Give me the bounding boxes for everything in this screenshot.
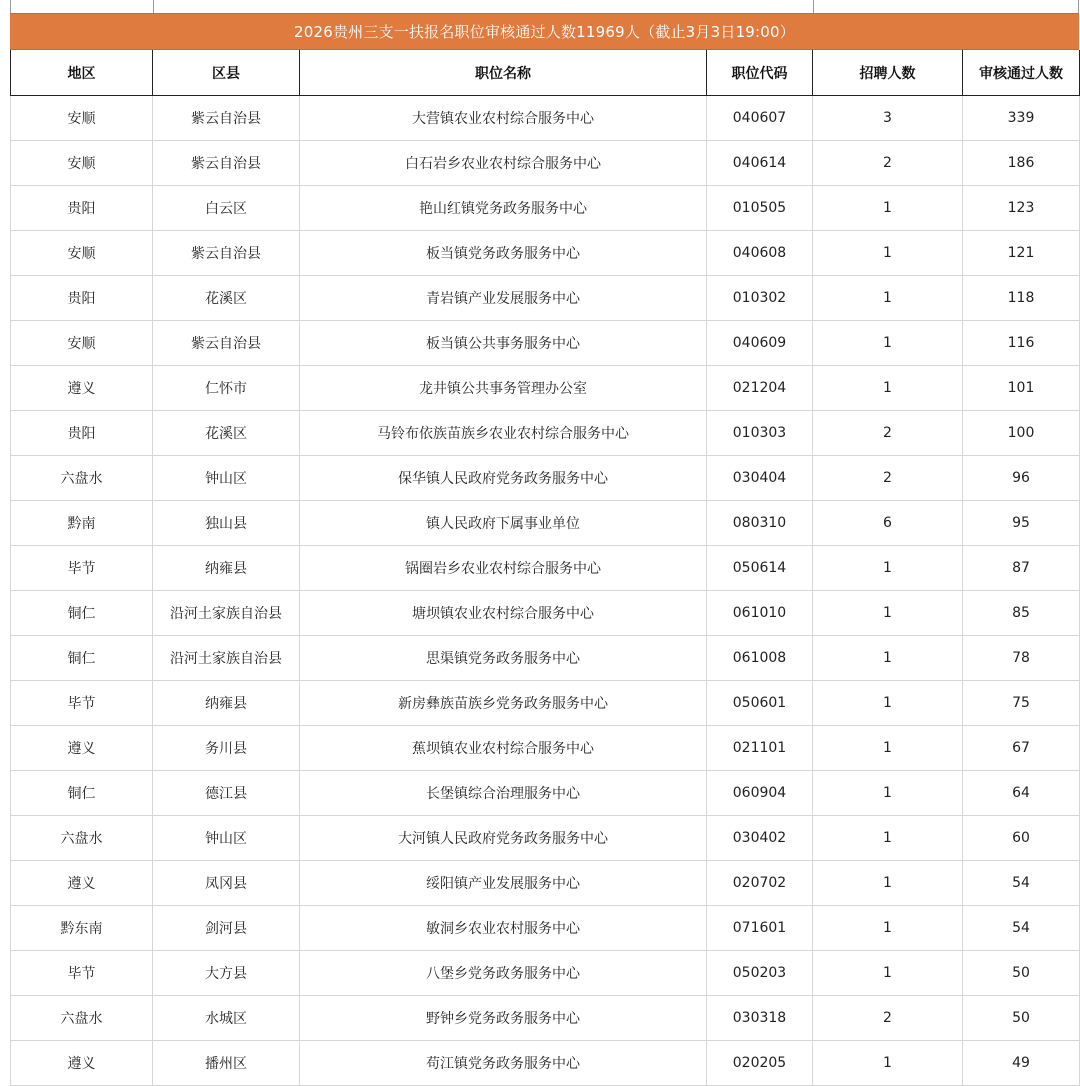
- cell-county: 钟山区: [153, 456, 300, 501]
- cell-position-name: 大营镇农业农村综合服务中心: [300, 96, 707, 141]
- cell-hiring-count: 1: [813, 771, 963, 816]
- cell-approved-count: 60: [963, 816, 1080, 861]
- cell-position-code: 021101: [707, 726, 813, 771]
- cell-position-name: 野钟乡党务政务服务中心: [300, 996, 707, 1041]
- cell-region: 六盘水: [11, 996, 153, 1041]
- table-row: [11, 96, 1080, 141]
- cell-approved-count: 85: [963, 591, 1080, 636]
- cell-position-code: 060904: [707, 771, 813, 816]
- cell-approved-count: 64: [963, 771, 1080, 816]
- cell-approved-count: 50: [963, 996, 1080, 1041]
- cell-position-name: 马铃布依族苗族乡农业农村综合服务中心: [300, 411, 707, 456]
- cell-county: 沿河土家族自治县: [153, 636, 300, 681]
- cell-region: 铜仁: [11, 771, 153, 816]
- cell-position-code: 020702: [707, 861, 813, 906]
- cell-position-name: 塘坝镇农业农村综合服务中心: [300, 591, 707, 636]
- cell-hiring-count: 2: [813, 411, 963, 456]
- table-row: [11, 411, 1080, 456]
- cell-region: 遵义: [11, 1041, 153, 1086]
- table-row: [11, 1041, 1080, 1086]
- cell-position-code: 030402: [707, 816, 813, 861]
- cell-region: 毕节: [11, 546, 153, 591]
- cell-position-name: 保华镇人民政府党务政务服务中心: [300, 456, 707, 501]
- cell-region: 铜仁: [11, 591, 153, 636]
- spreadsheet-view: [10, 0, 1079, 1086]
- table-row: [11, 951, 1080, 996]
- cell-region: 遵义: [11, 366, 153, 411]
- cell-hiring-count: 1: [813, 321, 963, 366]
- header-region: 地区: [11, 50, 153, 96]
- table-title-banner: 2026贵州三支一扶报名职位审核通过人数11969人（截止3月3日19:00）: [10, 13, 1079, 50]
- cell-position-name: 板当镇公共事务服务中心: [300, 321, 707, 366]
- table-row: [11, 591, 1080, 636]
- cell-position-code: 040614: [707, 141, 813, 186]
- table-row: [11, 501, 1080, 546]
- cell-approved-count: 87: [963, 546, 1080, 591]
- header-position-code: 职位代码: [707, 50, 813, 96]
- table-row: [11, 321, 1080, 366]
- cell-approved-count: 100: [963, 411, 1080, 456]
- cell-hiring-count: 1: [813, 636, 963, 681]
- cell-position-code: 010505: [707, 186, 813, 231]
- cell-approved-count: 116: [963, 321, 1080, 366]
- cell-county: 紫云自治县: [153, 141, 300, 186]
- table-row: [11, 456, 1080, 501]
- cell-hiring-count: 6: [813, 501, 963, 546]
- table-row: [11, 141, 1080, 186]
- cell-hiring-count: 1: [813, 1041, 963, 1086]
- cell-hiring-count: 1: [813, 861, 963, 906]
- cell-region: 安顺: [11, 321, 153, 366]
- cell-position-code: 010302: [707, 276, 813, 321]
- cell-county: 钟山区: [153, 816, 300, 861]
- cell-county: 花溪区: [153, 411, 300, 456]
- cell-position-name: 八堡乡党务政务服务中心: [300, 951, 707, 996]
- cell-approved-count: 67: [963, 726, 1080, 771]
- cell-hiring-count: 1: [813, 906, 963, 951]
- cell-region: 黔东南: [11, 906, 153, 951]
- cell-county: 仁怀市: [153, 366, 300, 411]
- cell-hiring-count: 1: [813, 816, 963, 861]
- cell-hiring-count: 1: [813, 591, 963, 636]
- cell-county: 花溪区: [153, 276, 300, 321]
- cell-approved-count: 101: [963, 366, 1080, 411]
- cell-position-name: 蕉坝镇农业农村综合服务中心: [300, 726, 707, 771]
- cell-position-code: 080310: [707, 501, 813, 546]
- cell-county: 纳雍县: [153, 546, 300, 591]
- cell-county: 水城区: [153, 996, 300, 1041]
- cell-region: 遵义: [11, 861, 153, 906]
- cell-position-code: 030404: [707, 456, 813, 501]
- cell-approved-count: 118: [963, 276, 1080, 321]
- cell-position-code: 050614: [707, 546, 813, 591]
- cell-approved-count: 49: [963, 1041, 1080, 1086]
- cell-position-name: 长堡镇综合治理服务中心: [300, 771, 707, 816]
- cell-hiring-count: 1: [813, 951, 963, 996]
- table-row: [11, 546, 1080, 591]
- table-row: [11, 906, 1080, 951]
- header-county: 区县: [153, 50, 300, 96]
- cell-position-code: 061008: [707, 636, 813, 681]
- cell-position-name: 新房彝族苗族乡党务政务服务中心: [300, 681, 707, 726]
- cell-region: 贵阳: [11, 186, 153, 231]
- cell-position-code: 071601: [707, 906, 813, 951]
- header-approved-count: 审核通过人数: [963, 50, 1080, 96]
- table-row: [11, 816, 1080, 861]
- cell-position-name: 敏洞乡农业农村服务中心: [300, 906, 707, 951]
- previous-row-edge: [10, 0, 1079, 13]
- table-row: [11, 681, 1080, 726]
- cell-position-name: 白石岩乡农业农村综合服务中心: [300, 141, 707, 186]
- cell-position-name: 大河镇人民政府党务政务服务中心: [300, 816, 707, 861]
- cell-hiring-count: 2: [813, 996, 963, 1041]
- cell-hiring-count: 2: [813, 456, 963, 501]
- cell-position-name: 思渠镇党务政务服务中心: [300, 636, 707, 681]
- cell-region: 贵阳: [11, 411, 153, 456]
- cell-region: 安顺: [11, 141, 153, 186]
- cell-county: 务川县: [153, 726, 300, 771]
- cell-position-code: 050601: [707, 681, 813, 726]
- cell-county: 凤冈县: [153, 861, 300, 906]
- cell-county: 沿河土家族自治县: [153, 591, 300, 636]
- cell-position-code: 050203: [707, 951, 813, 996]
- cell-county: 剑河县: [153, 906, 300, 951]
- cell-position-name: 苟江镇党务政务服务中心: [300, 1041, 707, 1086]
- cell-approved-count: 95: [963, 501, 1080, 546]
- table-body: [11, 96, 1080, 1086]
- table-row: [11, 726, 1080, 771]
- positions-table: [10, 50, 1080, 1086]
- cell-hiring-count: 1: [813, 276, 963, 321]
- cell-county: 大方县: [153, 951, 300, 996]
- table-row: [11, 771, 1080, 816]
- cell-region: 安顺: [11, 231, 153, 276]
- table-row: [11, 366, 1080, 411]
- header-row: [11, 50, 1080, 96]
- table-row: [11, 636, 1080, 681]
- cell-approved-count: 123: [963, 186, 1080, 231]
- cell-position-code: 040609: [707, 321, 813, 366]
- cell-hiring-count: 1: [813, 546, 963, 591]
- table-row: [11, 231, 1080, 276]
- cell-approved-count: 96: [963, 456, 1080, 501]
- cell-county: 紫云自治县: [153, 231, 300, 276]
- cell-position-name: 龙井镇公共事务管理办公室: [300, 366, 707, 411]
- table-row: [11, 996, 1080, 1041]
- cell-county: 紫云自治县: [153, 96, 300, 141]
- cell-position-code: 010303: [707, 411, 813, 456]
- cell-position-name: 板当镇党务政务服务中心: [300, 231, 707, 276]
- cell-position-name: 青岩镇产业发展服务中心: [300, 276, 707, 321]
- cell-position-code: 040607: [707, 96, 813, 141]
- cell-region: 六盘水: [11, 456, 153, 501]
- cell-position-code: 061010: [707, 591, 813, 636]
- cell-hiring-count: 1: [813, 231, 963, 276]
- cell-region: 铜仁: [11, 636, 153, 681]
- header-hiring-count: 招聘人数: [813, 50, 963, 96]
- cell-region: 毕节: [11, 681, 153, 726]
- cell-hiring-count: 1: [813, 186, 963, 231]
- cell-region: 六盘水: [11, 816, 153, 861]
- cell-hiring-count: 2: [813, 141, 963, 186]
- cell-region: 贵阳: [11, 276, 153, 321]
- table-row: [11, 861, 1080, 906]
- cell-approved-count: 186: [963, 141, 1080, 186]
- table-row: [11, 186, 1080, 231]
- cell-approved-count: 75: [963, 681, 1080, 726]
- cell-position-code: 030318: [707, 996, 813, 1041]
- cell-county: 播州区: [153, 1041, 300, 1086]
- cell-hiring-count: 3: [813, 96, 963, 141]
- table-row: [11, 276, 1080, 321]
- cell-county: 德江县: [153, 771, 300, 816]
- cell-approved-count: 54: [963, 861, 1080, 906]
- cell-position-name: 锅圈岩乡农业农村综合服务中心: [300, 546, 707, 591]
- cell-approved-count: 54: [963, 906, 1080, 951]
- cell-position-name: 绥阳镇产业发展服务中心: [300, 861, 707, 906]
- cell-approved-count: 339: [963, 96, 1080, 141]
- cell-position-name: 艳山红镇党务政务服务中心: [300, 186, 707, 231]
- cell-county: 紫云自治县: [153, 321, 300, 366]
- cell-hiring-count: 1: [813, 681, 963, 726]
- cell-county: 白云区: [153, 186, 300, 231]
- cell-approved-count: 78: [963, 636, 1080, 681]
- cell-region: 遵义: [11, 726, 153, 771]
- cell-position-code: 040608: [707, 231, 813, 276]
- cell-position-name: 镇人民政府下属事业单位: [300, 501, 707, 546]
- cell-approved-count: 50: [963, 951, 1080, 996]
- cell-region: 黔南: [11, 501, 153, 546]
- cell-position-code: 021204: [707, 366, 813, 411]
- cell-hiring-count: 1: [813, 366, 963, 411]
- cell-region: 安顺: [11, 96, 153, 141]
- cell-county: 独山县: [153, 501, 300, 546]
- header-position-name: 职位名称: [300, 50, 707, 96]
- cell-county: 纳雍县: [153, 681, 300, 726]
- cell-position-code: 020205: [707, 1041, 813, 1086]
- cell-approved-count: 121: [963, 231, 1080, 276]
- cell-hiring-count: 1: [813, 726, 963, 771]
- cell-region: 毕节: [11, 951, 153, 996]
